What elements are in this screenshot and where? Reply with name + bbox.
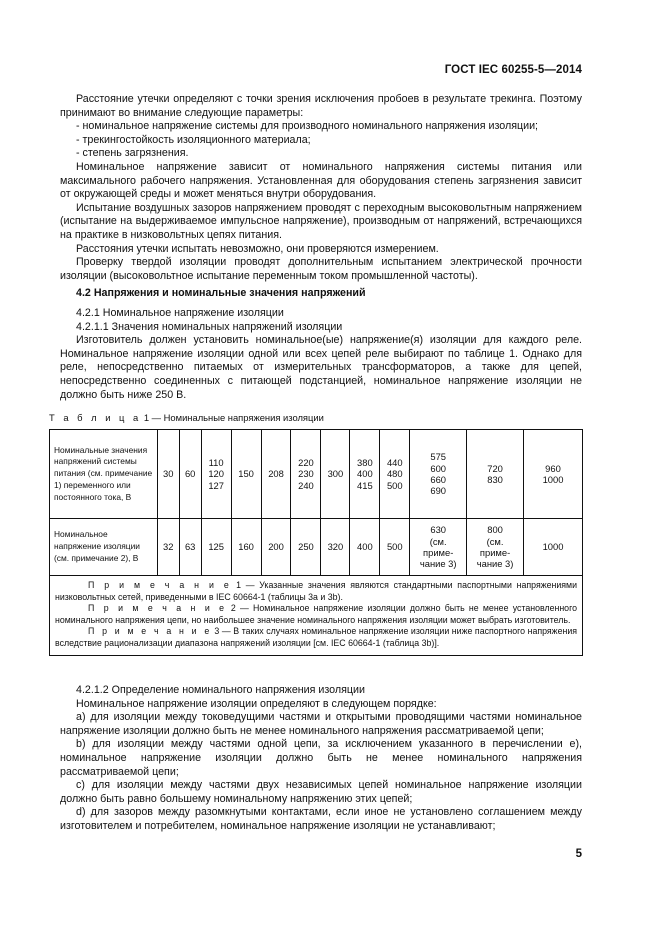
table-cell: 400 [350,519,380,576]
voltage-table [49,429,583,656]
note-text: 2 — Номинальное напряжение изоляции должно быть не менее установленного номинального напряжения цепи, но наибольшее значение номинального напряжения изоляции может выбрать изготовитель. [55,603,577,625]
table-cell: 800 (см. приме- чание 3) [467,519,524,576]
subsection-title: 4.2.1 Номинальное напряжение изоляции [76,307,284,319]
table-cell: 150 [231,430,261,519]
table-note [55,580,577,603]
row-label: Номинальные значения напряжений системы питания (см. примечание 1) переменного или постоянного тока, В [50,430,158,519]
note-prefix: П р и м е ч а н и е [88,626,212,636]
table-note [55,603,577,626]
paragraph: Номинальное напряжение зависит от номинального напряжения системы питания или максимального рабочего напряжения. Установленная для оборудования степень загрязнения зависит от окружающей среды и может меняться внутри оборудования. [60,160,582,201]
table-cell: 250 [291,519,321,576]
document-id-header: ГОСТ IEC 60255-5—2014 [444,64,582,76]
list-item: b) для изоляции между частями одной цепи, за исключением указанного в перечислении e), номинальное напряжение изоляции должно быть не менее номинального напряжения рассматриваемой цепи; [60,738,582,778]
section-heading: 4.2 Напряжения и номинальные значения напряжений [76,287,366,299]
table-cell: 208 [261,430,291,519]
subsection-title: 4.2.1.1 Значения номинальных напряжений изоляции [76,320,343,333]
paragraph: Расстояние утечки определяют с точки зрения исключения пробоев в результате трекинга. Поэтому принимают во внимание следующие параметры: [60,93,582,119]
note-prefix: П р и м е ч а н и е [88,603,227,613]
subsection-title: 4.2.1.2 Определение номинального напряжения изоляции [76,684,365,696]
table-cell: 575 600 660 690 [410,430,467,519]
table-notes-row [50,576,583,656]
paragraph: Изготовитель должен установить номинальное(ые) напряжение(я) изоляции для каждого реле. Номинальное напряжение изоляции одной или всех цепей реле выбирают по таблице 1. Однако для реле, непосредственно питаемых от измерительных трансформаторов, а также для цепей, непосредственно соединенных с питающей подстанцией, номинальное напряжение изоляции не должно быть ниже 250 В. [60,334,582,401]
table-notes [50,576,583,656]
table-cell: 300 [321,430,350,519]
table-cell: 630 (см. приме- чание 3) [410,519,467,576]
table-cell: 60 [179,430,201,519]
list-item: - трекингостойкость изоляционного материала; [76,133,311,146]
table-cell: 125 [201,519,231,576]
list-item: - степень загрязнения. [76,147,189,160]
table-cell: 200 [261,519,291,576]
paragraph: Проверку твердой изоляции проводят дополнительным испытанием электрической прочности изоляции (высоковольтное испытание переменным током промышленной частоты). [60,256,582,282]
table-cell: 440 480 500 [380,430,410,519]
list-item: c) для изоляции между частями двух независимых цепей номинальное напряжение изоляции должно быть равно большему номинальному напряжению этих цепей; [60,779,582,805]
after-table-block [60,684,582,834]
table-cell: 32 [157,519,179,576]
page-number: 5 [575,848,582,860]
table-cell: 720 830 [467,430,524,519]
paragraph: Расстояния утечки испытать невозможно, они проверяются измерением. [76,242,439,255]
table-cell: 30 [157,430,179,519]
table-cell: 63 [179,519,201,576]
list-item: d) для зазоров между разомкнутыми контактами, если иное не установлено соглашением между изготовителем и потребителем, номинальное напряжение изоляции не устанавливают; [60,806,582,832]
table-cell: 500 [380,519,410,576]
paragraph: Испытание воздушных зазоров напряжением проводят с переходным высоковольтным напряжением (испытание на выдерживаемое импульсное напряжение), производным от напряжений, встречающихся на практике в низковольтных цепях питания. [60,201,582,241]
paragraph: Номинальное напряжение изоляции определяют в следующем порядке: [76,697,437,710]
note-text: 3 — В таких случаях номинальное напряжение изоляции ниже паспортного напряжения вследствие рационализации диапазона напряжений изоляции [см. IEC 60664-1 (таблица 3b)]. [55,626,577,648]
intro-block [60,93,582,283]
table-cell: 960 1000 [524,430,583,519]
table-cell: 380 400 415 [350,430,380,519]
table-note [55,626,577,649]
table-caption [49,412,324,423]
table-cell: 220 230 240 [291,430,321,519]
row-label: Номинальное напряжение изоляции (см. примечание 2), В [50,519,158,576]
table-caption-prefix: Т а б л и ц а [49,412,142,423]
table-row [50,519,583,576]
table-row [50,430,583,519]
table-cell: 110 120 127 [201,430,231,519]
table-cell: 320 [321,519,350,576]
table-caption-text: 1 — Номинальные напряжения изоляции [143,412,324,423]
note-prefix: П р и м е ч а н и е [88,580,232,590]
table-cell: 160 [231,519,261,576]
note-text: 1 — Указанные значения являются стандартными паспортными напряжениями низковольтных сетей, приведенными в IEC 60664-1 (таблицы 3a и 3b). [55,580,577,602]
list-item: a) для изоляции между токоведущими частями и открытыми проводящими частями номинальное напряжение изоляции должно быть не менее номинального напряжения рассматриваемой цепи; [60,711,582,737]
table-cell: 1000 [524,519,583,576]
section-block [60,307,582,402]
list-item: - номинальное напряжение системы для производного номинального напряжения изоляции; [76,120,539,133]
